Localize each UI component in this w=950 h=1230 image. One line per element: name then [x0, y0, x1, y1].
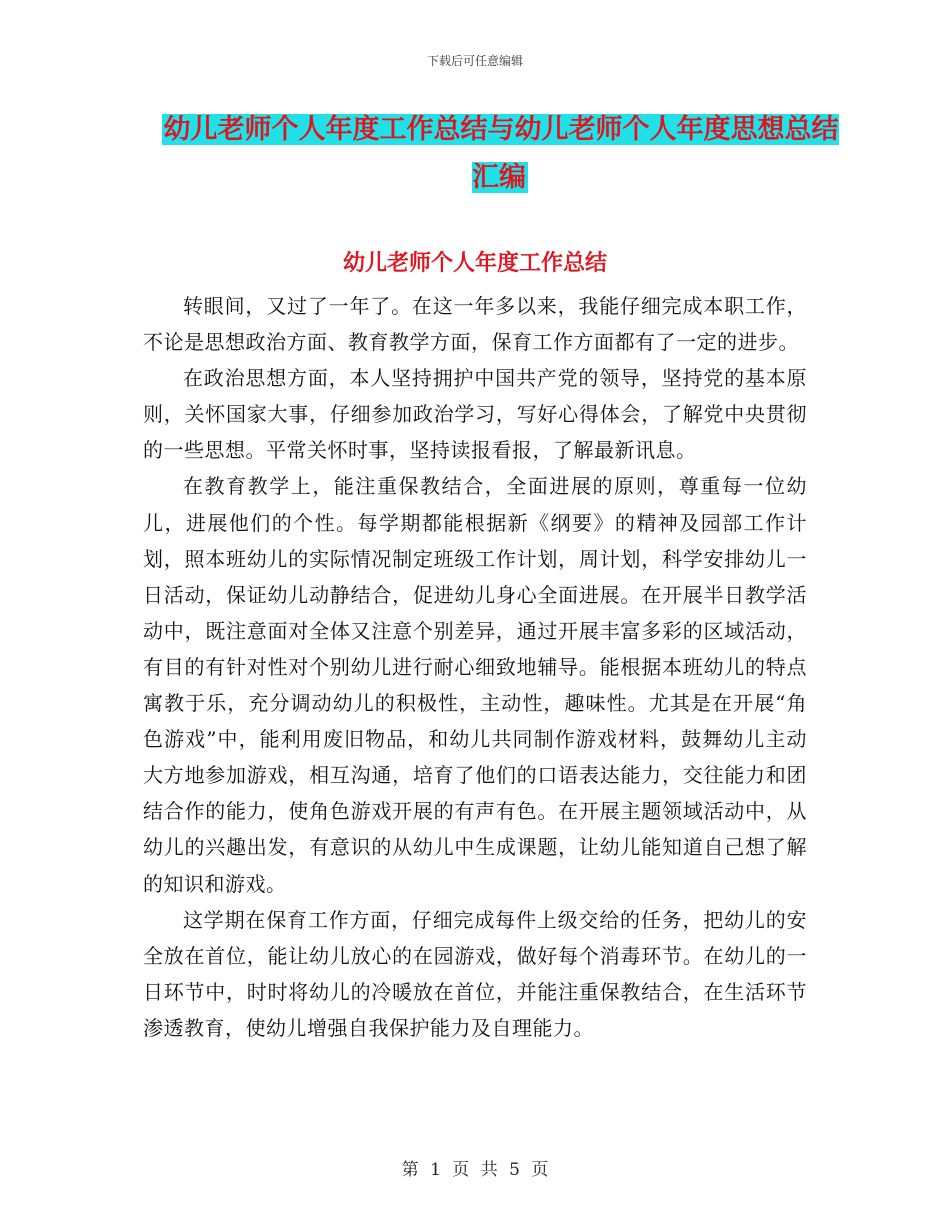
paragraph: 这学期在保育工作方面，仔细完成每件上级交给的任务，把幼儿的安全放在首位，能让幼儿放心的在园游戏，做好每个消毒环节。在幼儿的一日环节中，时时将幼儿的冷暖放在首位，并能注重保教结合，在生活环节渗透教育，使幼儿增强自我保护能力及自理能力。	[143, 907, 807, 1040]
header-note: 下载后可任意编辑	[426, 54, 523, 68]
document-title-text: 幼儿老师个人年度工作总结与幼儿老师个人年度思想总结汇编	[163, 114, 839, 193]
document-title	[150, 106, 850, 202]
paragraph: 转眼间，又过了一年了。在这一年多以来，我能仔细完成本职工作，不论是思想政治方面、教育教学方面，保育工作方面都有了一定的进步。	[143, 294, 807, 355]
paragraph: 在政治思想方面，本人坚持拥护中国共产党的领导，坚持党的基本原则，关怀国家大事，仔细参加政治学习，写好心得体会，了解党中央贯彻的一些思想。平常关怀时事，坚持读报看报，了解最新讯息。	[143, 366, 807, 463]
paragraph: 在教育教学上，能注重保教结合，全面进展的原则，尊重每一位幼儿，进展他们的个性。每学期都能根据新《纲要》的精神及园部工作计划，照本班幼儿的实际情况制定班级工作计划，周计划，科学安排幼儿一日活动，保证幼儿动静结合，促进幼儿身心全面进展。在开展半日教学活动中，既注意面对全体又注意个别差异，通过开展丰富多彩的区域活动，有目的有针对性对个别幼儿进行耐心细致地辅导。能根据本班幼儿的特点寓教于乐，充分调动幼儿的积极性，主动性，趣味性。尤其是在开展“角色游戏”中，能利用废旧物品，和幼儿共同制作游戏材料，鼓舞幼儿主动大方地参加游戏，相互沟通，培育了他们的口语表达能力，交往能力和团结合作的能力，使角色游戏开展的有声有色。在开展主题领域活动中，从幼儿的兴趣出发，有意识的从幼儿中生成课题，让幼儿能知道自己想了解的知识和游戏。	[143, 474, 807, 896]
body-text	[143, 288, 807, 1046]
page-number: 第 1 页 共 5 页	[401, 1160, 549, 1180]
section-title: 幼儿老师个人年度工作总结	[342, 251, 607, 276]
